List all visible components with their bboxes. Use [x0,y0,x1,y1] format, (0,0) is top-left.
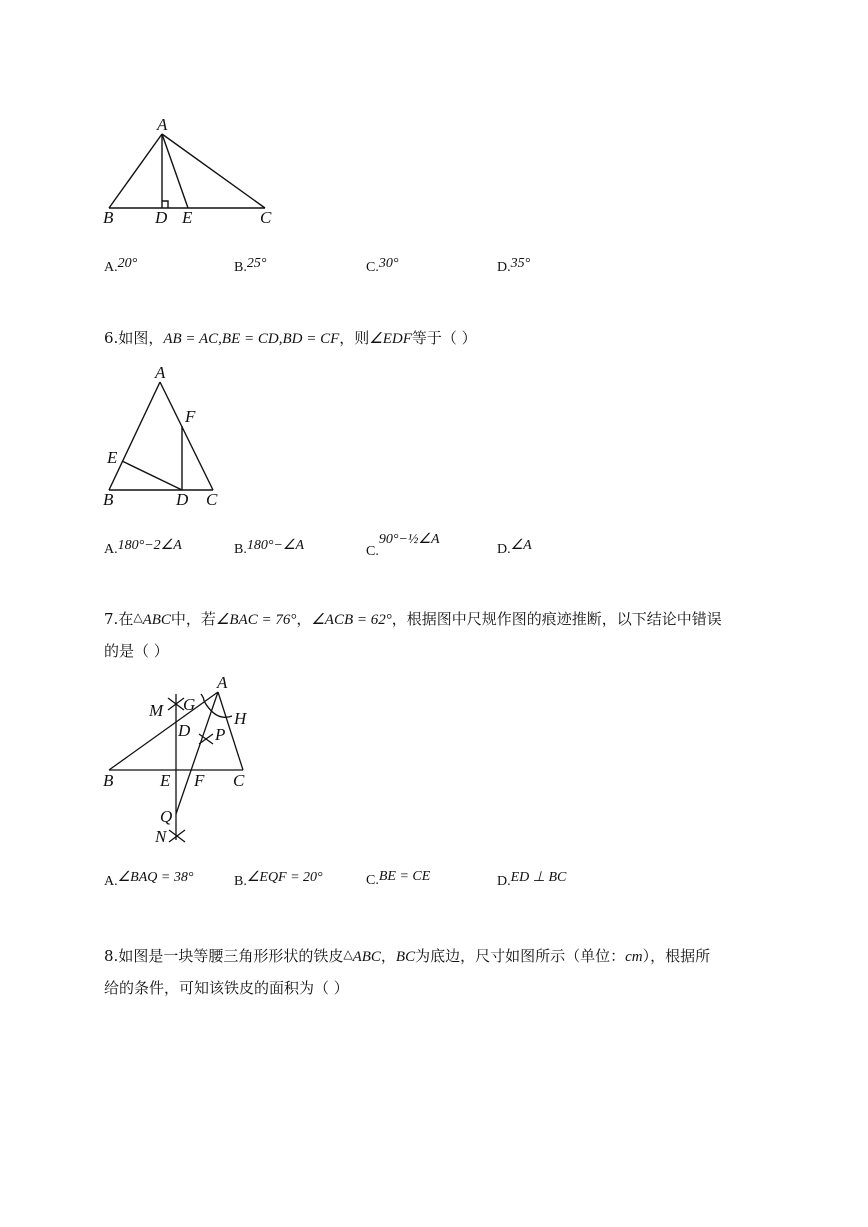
fig5-label-c: C [260,208,272,227]
q6-option-d[interactable]: D.∠A [497,538,532,557]
fig6-label-f: F [185,407,196,426]
fig5-label-e: E [182,208,193,227]
q7-option-c[interactable]: C.BE = CE [366,869,431,888]
fig7-label-d: D [178,721,191,740]
figure-q7 [100,672,270,852]
fig7-label-c: C [233,771,245,790]
fig7-label-f: F [194,771,205,790]
fig7-label-e: E [160,771,171,790]
q5-option-c[interactable]: C.30° [366,256,399,275]
fig7-label-g: G [183,695,196,714]
q6-option-b[interactable]: B.180°−∠A [234,538,304,557]
fig7-label-h: H [234,709,247,728]
q7-option-d[interactable]: D.ED ⊥ BC [497,870,567,889]
q6-option-a[interactable]: A.180°−2∠A [104,538,182,557]
fig6-label-a: A [155,363,166,382]
fig6-label-d: D [176,490,189,509]
question-6-stem: 6.如图，AB = AC,BE = CD,BD = CF，则∠EDF等于（ ） [104,329,477,347]
fig7-label-p: P [215,725,226,744]
question-7-stem-line2: 的是（ ） [104,642,169,660]
figure-q6 [100,362,230,512]
q6-option-c[interactable]: C.90°−½∠A [366,532,440,559]
q5-option-b[interactable]: B.25° [234,256,267,275]
fig7-label-n: N [155,827,167,846]
fig7-label-a: A [217,673,228,692]
fig5-label-a: A [157,115,168,134]
question-8-stem-line2: 给的条件，可知该铁皮的面积为（ ） [104,979,349,997]
fig7-label-m: M [149,701,164,720]
question-7-stem: 7.在△ABC中，若∠BAC = 76°，∠ACB = 62°，根据图中尺规作图的痕迹推断，以下结论中错误 [104,610,722,628]
fig6-label-b: B [103,490,114,509]
fig5-label-d: D [155,208,168,227]
q5-option-d[interactable]: D.35° [497,256,531,275]
q7-option-b[interactable]: B.∠EQF = 20° [234,870,323,889]
fig5-label-b: B [103,208,114,227]
q7-option-a[interactable]: A.∠BAQ = 38° [104,870,194,889]
figure-q5 [100,110,290,230]
fig7-label-b: B [103,771,114,790]
fig6-label-c: C [206,490,218,509]
fig7-label-q: Q [160,807,173,826]
question-8-stem: 8.如图是一块等腰三角形形状的铁皮△ABC，BC为底边，尺寸如图所示（单位：cm），根据所 [104,947,711,965]
q5-option-a[interactable]: A.20° [104,256,138,275]
fig6-label-e: E [107,448,118,467]
